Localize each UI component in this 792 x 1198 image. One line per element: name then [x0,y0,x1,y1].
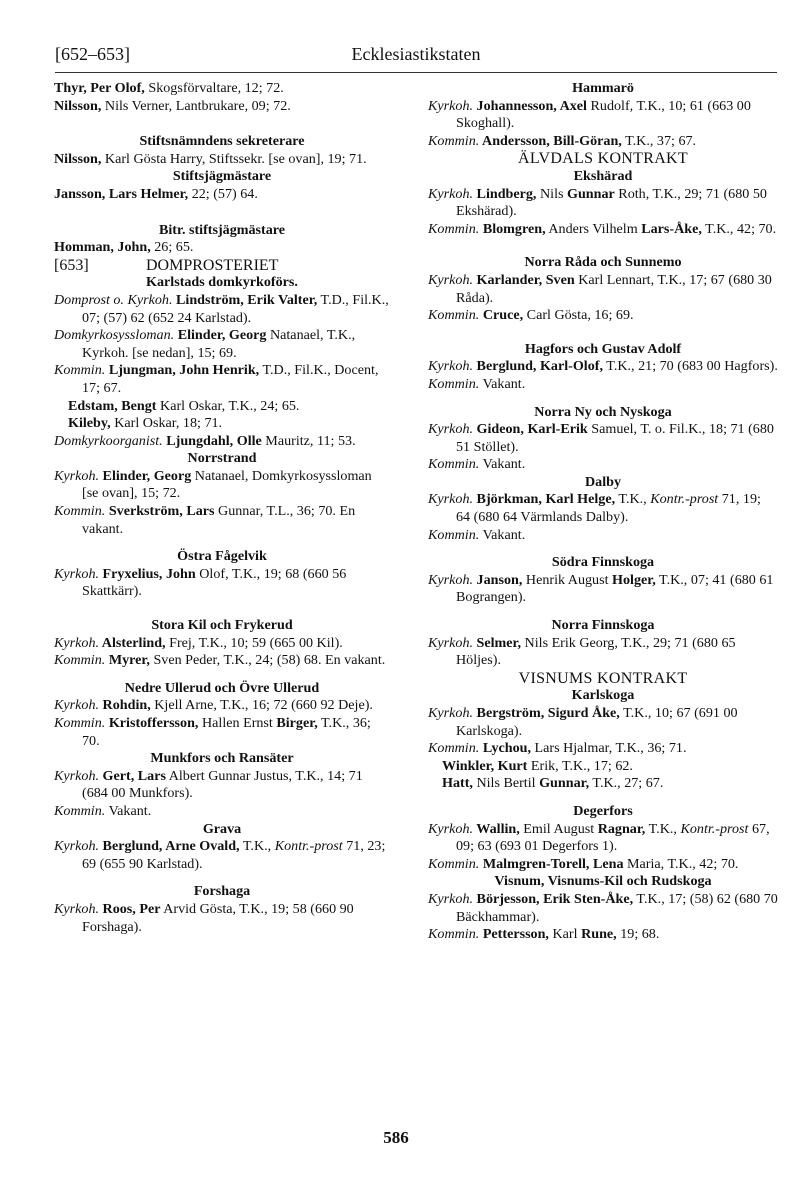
right-column [428,80,778,944]
parish-heading: Hammarö [572,80,634,96]
section-title: DOMPROSTERIET [146,256,279,274]
parish-heading: Östra Fågelvik [177,548,267,565]
entry: Kyrkoh. Alsterlind, Frej, T.K., 10; 59 (665 00 Kil). [54,634,343,651]
entry: Kommin. Pettersson, Karl Rune, 19; 68. [428,926,660,943]
section-number: [653] [54,256,89,274]
left-column [54,80,390,936]
entry: Kommin. Myrer, Sven Peder, T.K., 24; (58) 68. En vakant. [54,652,386,669]
entry: Kyrkoh. Berglund, Karl-Olof, T.K., 21; 70 (683 00 Hagfors). [428,358,778,375]
parish-heading: Södra Finnskoga [551,554,655,571]
parish-heading: Stora Kil och Frykerud [151,617,293,634]
entry: Kyrkoh. Selmer, Nils Erik Georg, T.K., 29; 71 (680 65 Höljes). [428,634,736,669]
parish-heading: Grava [202,820,242,837]
entry: Domkyrkosyssloman. Elinder, Georg Natanael, T.K., Kyrkoh. [se nedan], 15; 69. [54,327,356,361]
entry: Jansson, Lars Helmer, 22; (57) 64. [54,185,258,202]
page-number: 586 [383,1128,409,1147]
entry: Kommin. Sverkström, Lars Gunnar, T.L., 36; 70. En vakant. [54,503,356,537]
entry: Kyrkoh. Gideon, Karl-Erik Samuel, T. o. Fil.K., 18; 71 (680 51 Stöllet). [428,421,774,455]
entry: Kommin. Lychou, Lars Hjalmar, T.K., 36; 71. [428,740,687,757]
section-heading: Bitr. stiftsjägmästare [158,221,286,238]
entry: Kyrkoh. Wallin, Emil August Ragnar, T.K., Kontr.-prost 67, 09; 63 (693 01 Degerfors 1). [428,820,770,855]
section-heading: Stiftsnämndens sekreterare [139,133,305,150]
entry: Kommin. Vakant. [428,456,526,473]
parish-heading: Karlstads domkyrkoförs. [146,274,298,291]
entry: Kommin. Ljungman, John Henrik, T.D., Fil.K., Docent, 17; 67. [54,362,379,396]
page-header [55,44,777,68]
parish-heading: Forshaga [193,883,251,900]
entry: Kommin. Andersson, Bill-Göran, T.K., 37; 67. [428,132,697,149]
entry: Kileby, Karl Oskar, 18; 71. [68,415,223,432]
entry: Nilsson, Nils Verner, Lantbrukare, 09; 72. [54,97,291,114]
parish-heading: Norra Ny och Nyskoga [534,403,672,420]
parish-heading: Hagfors och Gustav Adolf [524,340,682,357]
entry: Kyrkoh. Janson, Henrik August Holger, T.K., 07; 41 (680 61 Bograngen). [428,571,774,606]
entry: Kommin. Vakant. [54,802,152,819]
entry: Kommin. Malmgren-Torell, Lena Maria, T.K., 42; 70. [428,855,739,872]
page-reference: [652–653] [55,44,130,64]
entry: Kommin. Cruce, Carl Gösta, 16; 69. [428,307,634,324]
entry: Kyrkoh. Bergström, Sigurd Åke, T.K., 10; 67 (691 00 Karlskoga). [428,705,738,739]
parish-heading: Munkfors och Ransäter [150,750,294,767]
entry: Winkler, Kurt Erik, T.K., 17; 62. [442,757,633,774]
parish-heading: Visnum, Visnums-Kil och Rudskoga [494,873,712,890]
entry: Kommin. Blomgren, Anders Vilhelm Lars-Åke, T.K., 42; 70. [428,220,777,237]
entry: Edstam, Bengt Karl Oskar, T.K., 24; 65. [68,397,300,414]
entry: Domprost o. Kyrkoh. Lindström, Erik Valter, T.D., Fil.K., 07; (57) 62 (652 24 Karlstad). [54,291,389,326]
entry: Kommin. Kristoffersson, Hallen Ernst Birger, T.K., 36; 70. [54,715,371,749]
parish-heading: Norra Råda och Sunnemo [524,254,682,271]
running-title: Ecklesiastikstaten [351,44,481,64]
entry: Kyrkoh. Karlander, Sven Karl Lennart, T.K., 17; 67 (680 30 Råda). [428,271,772,306]
entry: Hatt, Nils Bertil Gunnar, T.K., 27; 67. [442,775,664,792]
entry: Kyrkoh. Roos, Per Arvid Gösta, T.K., 19; 58 (660 90 Forshaga). [54,900,354,935]
entry: Kyrkoh. Elinder, Georg Natanael, Domkyrkosyssloman [se ovan], 15; 72. [54,467,372,502]
entry: Kommin. Vakant. [428,526,526,543]
entry: Kyrkoh. Gert, Lars Albert Gunnar Justus, T.K., 14; 71 (684 00 Munkfors). [54,767,363,802]
entry: Kyrkoh. Fryxelius, John Olof, T.K., 19; 68 (660 56 Skattkärr). [54,565,347,600]
parish-heading: Dalby [584,473,622,490]
entry: Homman, John, 26; 65. [54,239,194,256]
entry: Domkyrkoorganist. Ljungdahl, Olle Mauritz, 11; 53. [54,432,356,449]
section-title-domprosteriet [54,257,390,275]
parish-heading: Norrstrand [187,450,257,467]
kontrakt-title: VISNUMS KONTRAKT [518,669,688,687]
parish-heading: Karlskoga [571,687,635,704]
entry: Nilsson, Karl Gösta Harry, Stiftssekr. [se ovan], 19; 71. [54,150,367,167]
entry: Kyrkoh. Björkman, Karl Helge, T.K., Kontr.-prost 71, 19; 64 (680 64 Värmlands Dalby). [428,491,761,526]
entry: Kyrkoh. Rohdin, Kjell Arne, T.K., 16; 72 (660 92 Deje). [54,697,373,714]
parish-heading: Nedre Ullerud och Övre Ullerud [124,679,320,696]
entry: Kyrkoh. Börjesson, Erik Sten-Åke, T.K., 17; (58) 62 (680 70 Bäckhammar). [428,890,778,925]
entry: Kyrkoh. Lindberg, Nils Gunnar Roth, T.K., 29; 71 (680 50 Ekshärad). [428,185,767,220]
parish-heading: Degerfors [573,802,633,819]
entry: Kyrkoh. Berglund, Arne Ovald, T.K., Kontr.-prost 71, 23; 69 (655 90 Karlstad). [54,838,386,872]
entry: Kommin. Vakant. [428,375,526,392]
kontrakt-title: ÄLVDALS KONTRAKT [518,150,688,168]
entry: Thyr, Per Olof, Skogsförvaltare, 12; 72. [54,80,284,96]
section-heading: Stiftsjägmästare [172,168,272,185]
parish-heading: Norra Finnskoga [551,617,655,634]
header-rule [55,72,777,73]
entry: Kyrkoh. Johannesson, Axel Rudolf, T.K., 10; 61 (663 00 Skoghall). [428,97,751,132]
parish-heading: Ekshärad [573,167,633,184]
